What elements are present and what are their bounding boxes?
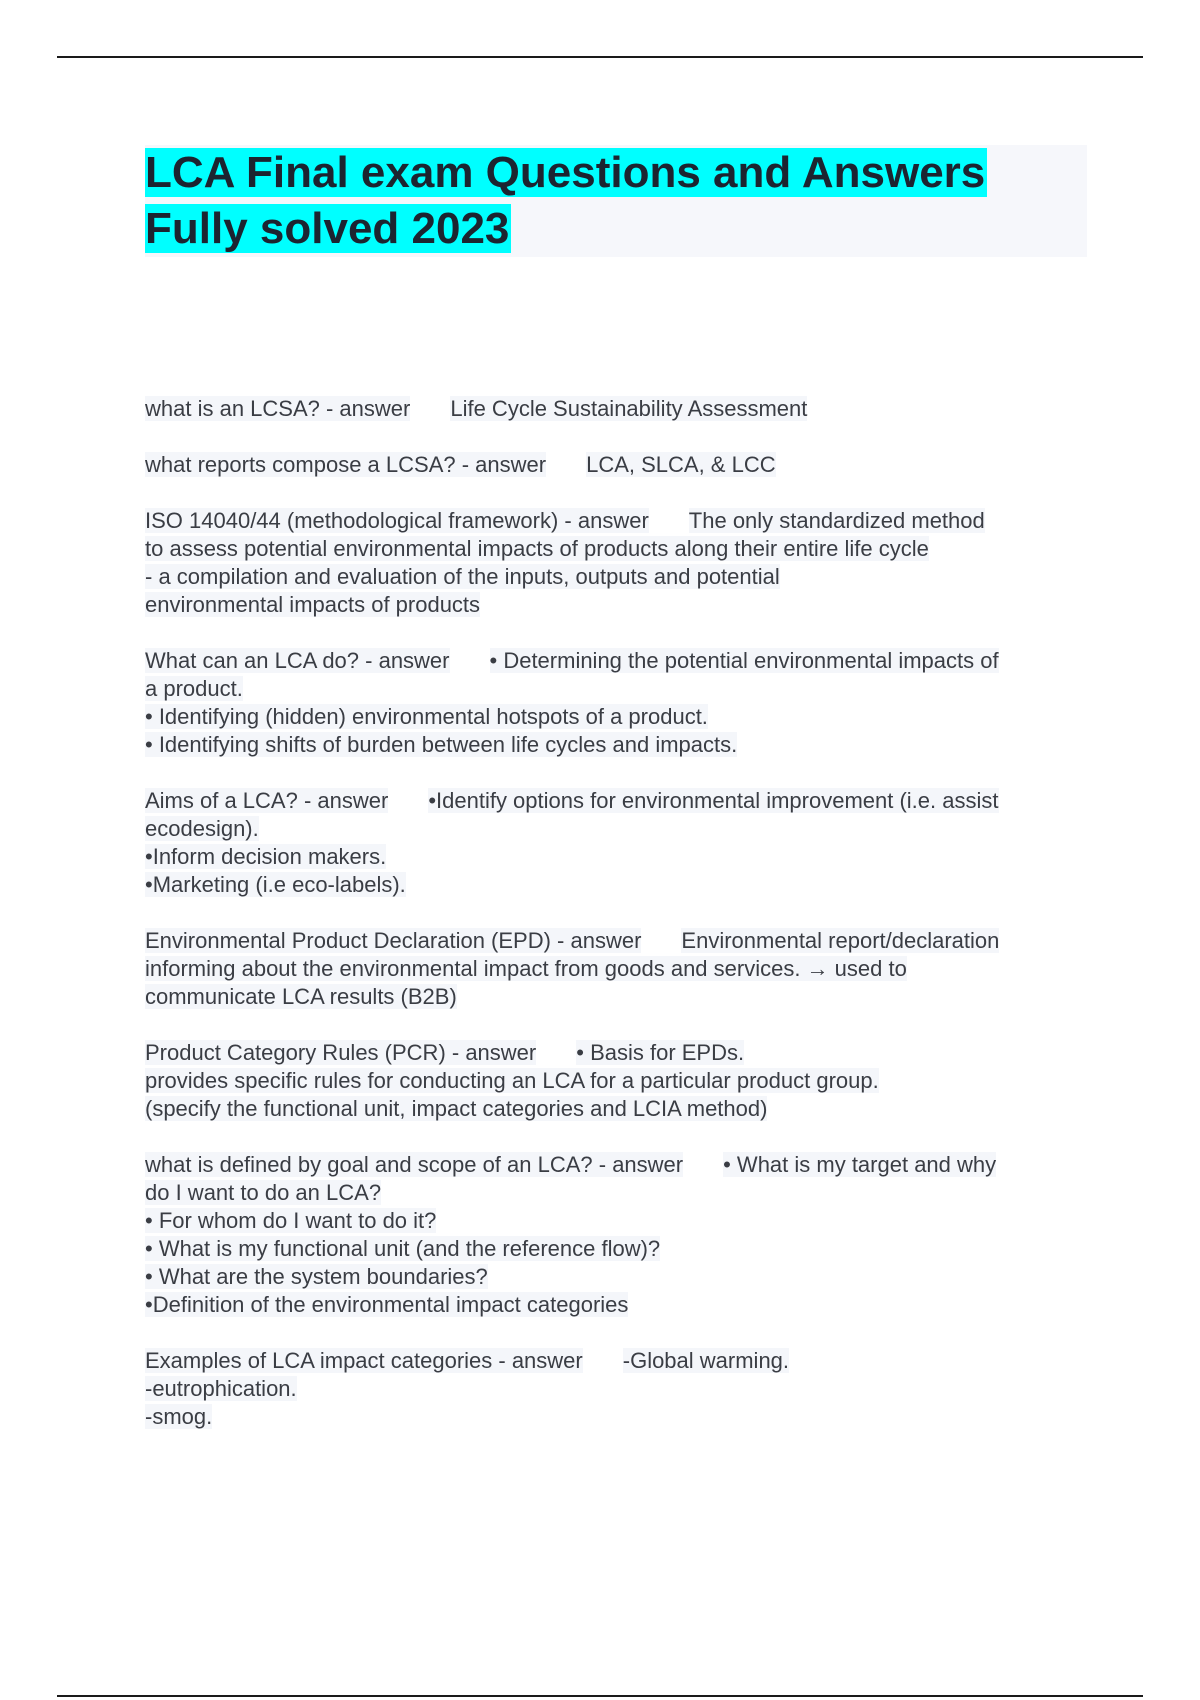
qa-item [145, 647, 1085, 759]
title-line-2: Fully solved 2023 [145, 204, 510, 253]
answer: • Determining the potential environmental impacts of a product. • Identifying (hidden) environmental hotspots of a product. • Identifying shifts of burden between life cycles and impacts. [145, 648, 999, 757]
question: Product Category Rules (PCR) - answer [145, 1040, 537, 1065]
answer: • What is my target and why do I want to do an LCA? • For whom do I want to do it? • What is my functional unit (and the reference flow)? • What are the system boundaries? •Definition of the environmental impact categories [145, 1152, 997, 1317]
answer: -Global warming. -eutrophication. -smog. [145, 1348, 790, 1429]
qa-item [145, 395, 1085, 423]
question: what is defined by goal and scope of an LCA? - answer [145, 1152, 684, 1177]
top-rule [57, 56, 1143, 58]
page-title [145, 145, 1087, 257]
answer: • Basis for EPDs. provides specific rules for conducting an LCA for a particular product group. (specify the functional unit, impact categories and LCIA method) [145, 1040, 879, 1121]
qa-item [145, 787, 1085, 899]
qa-item [145, 507, 1085, 619]
bottom-rule [57, 1695, 1143, 1697]
qa-list [145, 395, 1085, 1459]
answer: Life Cycle Sustainability Assessment [450, 396, 808, 421]
answer: The only standardized method to assess potential environmental impacts of products along their entire life cycle - a compilation and evaluation of the inputs, outputs and potential environmental impacts of products [145, 508, 985, 617]
question: what reports compose a LCSA? - answer [145, 452, 547, 477]
qa-item [145, 1039, 1085, 1123]
question: what is an LCSA? - answer [145, 396, 411, 421]
question: Environmental Product Declaration (EPD) - answer [145, 928, 642, 953]
title-line-1: LCA Final exam Questions and Answers [145, 148, 986, 197]
question: What can an LCA do? - answer [145, 648, 450, 673]
answer: •Identify options for environmental improvement (i.e. assist ecodesign). •Inform decision makers. •Marketing (i.e eco-labels). [145, 788, 999, 897]
question: ISO 14040/44 (methodological framework) - answer [145, 508, 649, 533]
answer: LCA, SLCA, & LCC [586, 452, 776, 477]
title-block [145, 145, 1087, 257]
qa-item [145, 1347, 1085, 1431]
qa-item [145, 1151, 1085, 1319]
answer: Environmental report/declaration informing about the environmental impact from goods and services. → used to communicate LCA results (B2B) [145, 928, 1000, 1009]
question: Examples of LCA impact categories - answer [145, 1348, 583, 1373]
question: Aims of a LCA? - answer [145, 788, 389, 813]
qa-item [145, 451, 1085, 479]
qa-item [145, 927, 1085, 1011]
